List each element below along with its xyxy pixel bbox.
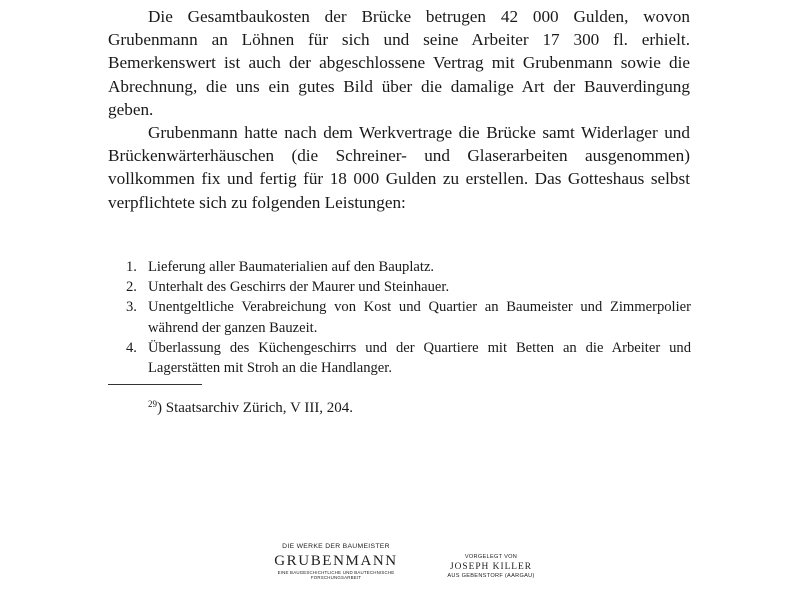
colophon-author-block	[428, 554, 554, 580]
footnote-marker: 29	[148, 399, 157, 409]
list-item-number: 1.	[126, 259, 137, 275]
footnote-divider	[108, 384, 202, 385]
body-paragraph-2	[108, 121, 690, 214]
colophon-series-label: DIE WERKE DER BAUMEISTER	[282, 543, 390, 550]
colophon-title-block	[256, 543, 416, 581]
list-item-number: 2.	[126, 279, 137, 296]
body-paragraph-1-text: Die Gesamtbaukosten der Brücke betrugen 42 000 Gulden, wovon Grubenmann an Löhnen für sich und seine Arbeiter 17 300 fl. erhielt. Bemerkenswert ist auch der abgeschlossene Vertrag mit Grubenmann sowie die Abrechnung, die uns ein gutes Bild über die damalige Art der Bauverdingung geben.	[108, 7, 690, 119]
footnote	[148, 394, 353, 418]
list-item	[126, 297, 691, 337]
list-item	[126, 338, 691, 378]
list-item	[126, 277, 691, 297]
colophon-name: GRUBENMANN	[274, 553, 398, 569]
colophon-presented-by: VORGELEGT VON	[464, 554, 518, 560]
list-item	[126, 257, 691, 277]
list-item-text: Überlassung des Küchengeschirrs und der Quartiere mit Betten an die Arbeiter und Lagerstätten mit Stroh an die Handlanger.	[148, 339, 691, 377]
colophon-author-origin: AUS GEBENSTORF (AARGAU)	[447, 573, 535, 579]
body-paragraph-2-text: Grubenmann hatte nach dem Werkvertrage die Brücke samt Widerlager und Brückenwärterhäuschen (die Schreiner- und Glaserarbeiten ausgenommen) vollkommen fix und fertig für 18 000 Gulden zu erstellen. Das Gotteshaus selbst verpflichtete sich zu folgenden Leistungen:	[108, 123, 690, 212]
list-item-text: Unterhalt des Geschirrs der Maurer und Steinhauer.	[148, 279, 450, 296]
footnote-text: ) Staatsarchiv Zürich, V III, 204.	[157, 400, 354, 416]
list-item-text: Lieferung aller Baumaterialien auf den Bauplatz.	[148, 259, 435, 275]
list-item-number: 4.	[126, 339, 137, 356]
obligations-list	[126, 257, 691, 378]
body-paragraph-1	[108, 5, 690, 121]
colophon-author: JOSEPH KILLER	[449, 562, 532, 572]
list-item-number: 3.	[126, 299, 137, 316]
colophon-subtitle-line-1: EINE BAUGESCHICHTLICHE UND BAUTECHNISCHE	[277, 570, 395, 575]
list-item-text: Unentgeltliche Verabreichung von Kost und Quartier an Baumeister und Zimmerpolier während der ganzen Bauzeit.	[148, 299, 691, 336]
colophon-subtitle-line-2: FORSCHUNGSARBEIT	[310, 575, 362, 581]
